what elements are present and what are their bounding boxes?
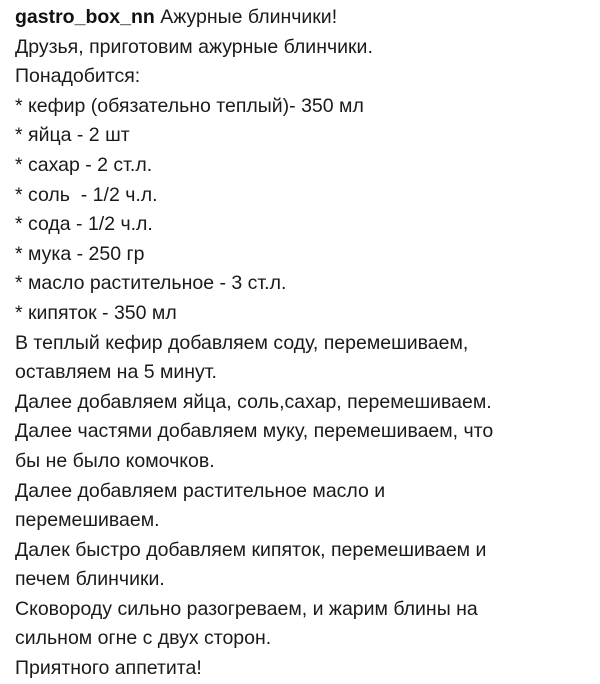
step-line: Далек быстро добавляем кипяток, перемешиваем и [15,538,487,561]
step-paragraph [15,329,593,388]
ingredient-item: * мука - 250 гр [15,242,145,265]
post-title: Ажурные блинчики! [160,6,338,28]
step-line: Далее добавляем яйца, соль,сахар, перемешиваем. [15,390,492,413]
step-line: печем блинчики. [15,568,165,591]
post-caption [15,3,593,684]
ingredient-item: * соль - 1/2 ч.л. [15,183,158,206]
step-paragraph [15,477,593,536]
ingredients-list [15,92,593,329]
step-paragraph [15,595,593,654]
step-line: Сковороду сильно разогреваем, и жарим блины на [15,597,478,620]
step-paragraph [15,536,593,595]
caption-header-line [15,3,593,33]
ingredient-item: * кефир (обязательно теплый)- 350 мл [15,94,364,117]
step-paragraph [15,388,593,418]
step-line: Далее частями добавляем муку, перемешиваем, что [15,420,494,443]
intro-text: Друзья, приготовим ажурные блинчики. [15,35,373,58]
steps-list [15,329,593,655]
step-line: сильном огне с двух сторон. [15,627,272,650]
step-paragraph [15,417,593,476]
step-line: бы не было комочков. [15,449,215,472]
ingredient-item: * сахар - 2 ст.л. [15,153,153,176]
step-line: перемешиваем. [15,509,160,532]
ingredients-header: Понадобится: [15,65,141,88]
ingredient-item: * сода - 1/2 ч.л. [15,213,153,236]
step-line: Далее добавляем растительное масло и [15,479,386,502]
ingredient-item: * яйца - 2 шт [15,124,130,147]
username-link[interactable]: gastro_box_nn [15,6,155,28]
step-line: В теплый кефир добавляем соду, перемешиваем, [15,331,469,354]
step-line: оставляем на 5 минут. [15,361,217,384]
closing-text: Приятного аппетита! [15,657,202,680]
ingredient-item: * масло растительное - 3 ст.л. [15,272,287,295]
ingredient-item: * кипяток - 350 мл [15,301,177,324]
